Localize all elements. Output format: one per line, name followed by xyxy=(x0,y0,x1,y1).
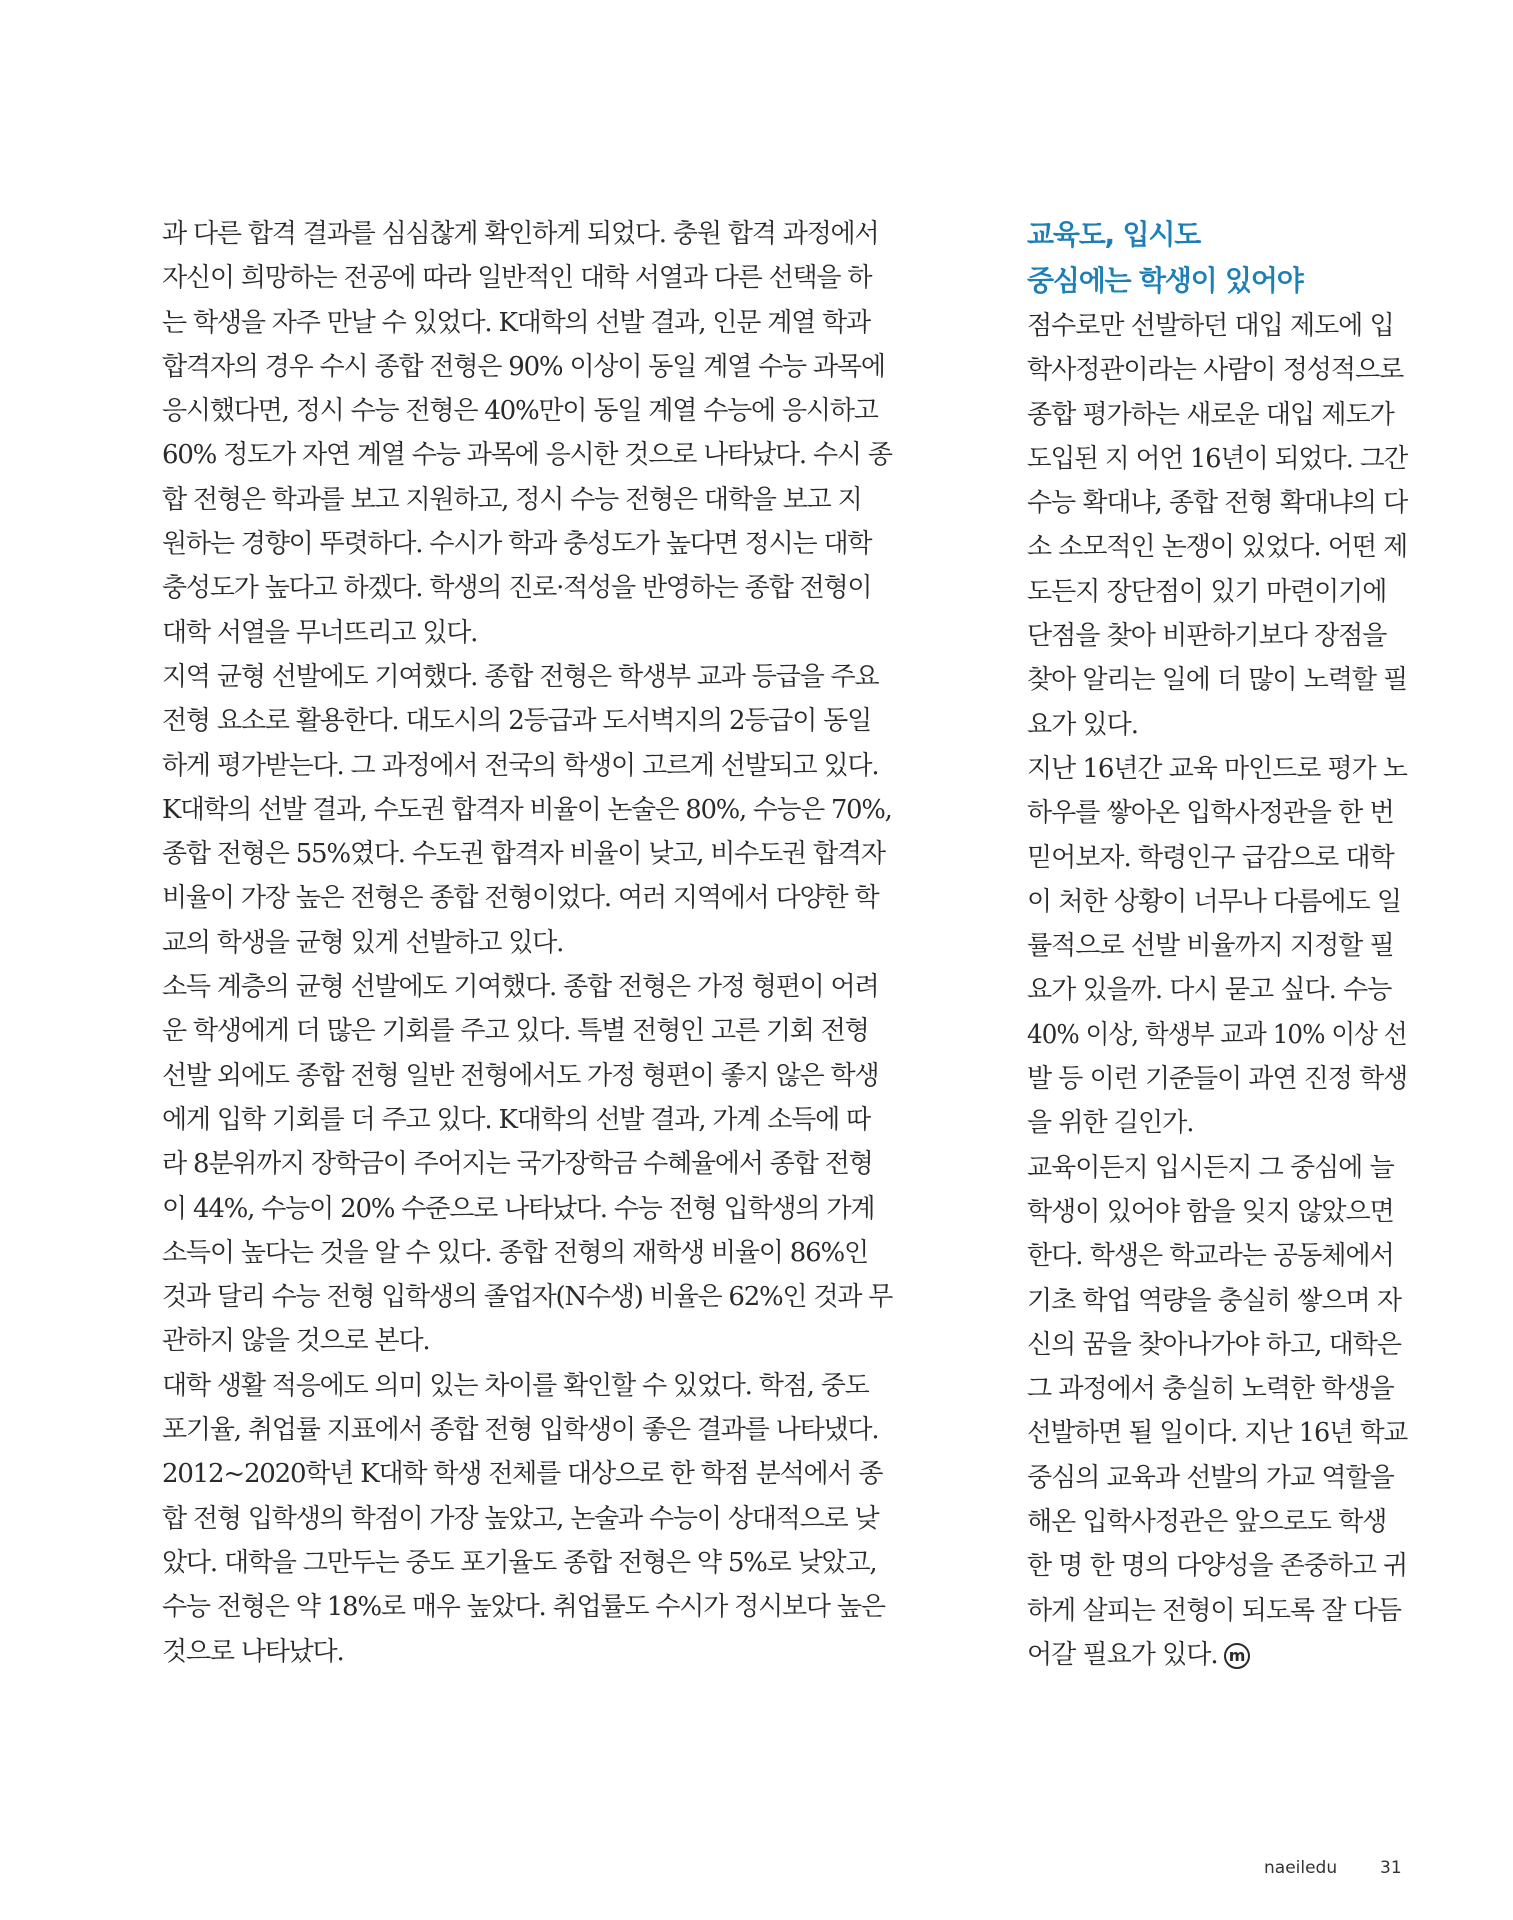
body-line: 지역 균형 선발에도 기여했다. 종합 전형은 학생부 교과 등급을 주요 xyxy=(162,661,879,692)
body-line: 합 전형 입학생의 학점이 가장 높았고, 논술과 수능이 상대적으로 낮 xyxy=(162,1503,879,1534)
page-number: 31 xyxy=(1380,1858,1402,1878)
body-line: 포기율, 취업률 지표에서 종합 전형 입학생이 좋은 결과를 나타냈다. xyxy=(162,1415,879,1446)
body-line: 자신이 희망하는 전공에 따라 일반적인 대학 서열과 다른 선택을 하 xyxy=(162,263,872,294)
body-line: 을 위한 길인가. xyxy=(1027,1108,1194,1139)
body-line: 요가 있다. xyxy=(1027,709,1138,740)
body-line: 도입된 지 어언 16년이 되었다. 그간 xyxy=(1027,443,1408,474)
body-line: 선발하면 될 일이다. 지난 16년 학교 xyxy=(1027,1418,1408,1449)
body-line: 전형 요소로 활용한다. 대도시의 2등급과 도서벽지의 2등급이 동일 xyxy=(162,706,872,737)
footer-brand: naeiledu xyxy=(1264,1858,1338,1878)
body-line: 수능 전형은 약 18%로 매우 높았다. 취업률도 수시가 정시보다 높은 xyxy=(162,1592,885,1623)
body-line: 합 전형은 학과를 보고 지원하고, 정시 수능 전형은 대학을 보고 지 xyxy=(162,484,862,515)
body-line: 합격자의 경우 수시 종합 전형은 90% 이상이 동일 계열 수능 과목에 xyxy=(162,351,885,382)
body-line: 점수로만 선발하던 대입 제도에 입 xyxy=(1027,311,1394,341)
body-line: 종합 평가하는 새로운 대입 제도가 xyxy=(1027,399,1394,430)
body-line: 과 다른 합격 결과를 심심찮게 확인하게 되었다. 충원 합격 과정에서 xyxy=(162,219,879,249)
body-line: 학사정관이라는 사람이 정성적으로 xyxy=(1027,355,1404,386)
body-line: 60% 정도가 자연 계열 수능 과목에 응시한 것으로 나타났다. 수시 종 xyxy=(162,440,892,471)
end-mark-icon: m xyxy=(1224,1643,1250,1669)
body-line: 관하지 않을 것으로 본다. xyxy=(162,1326,430,1357)
body-line: 교의 학생을 균형 있게 선발하고 있다. xyxy=(162,927,564,958)
body-line: 응시했다면, 정시 수능 전형은 40%만이 동일 계열 수능에 응시하고 xyxy=(162,396,878,427)
body-line: 률적으로 선발 비율까지 지정할 필 xyxy=(1027,931,1394,962)
body-line: 소 소모적인 논쟁이 있었다. 어떤 제 xyxy=(1027,532,1408,563)
body-line: 믿어보자. 학령인구 급감으로 대학 xyxy=(1027,842,1394,873)
body-line: 기초 학업 역량을 충실히 쌓으며 자 xyxy=(1027,1285,1401,1316)
body-line: 았다. 대학을 그만두는 중도 포기율도 종합 전형은 약 5%로 낮았고, xyxy=(162,1547,877,1578)
body-line: 찾아 알리는 일에 더 많이 노력할 필 xyxy=(1027,665,1408,696)
body-line: 교육이든지 입시든지 그 중심에 늘 xyxy=(1027,1152,1394,1183)
body-line: 한 명 한 명의 다양성을 존중하고 귀 xyxy=(1027,1551,1408,1582)
body-last-line-text: 어갈 필요가 있다. xyxy=(1027,1639,1218,1670)
body-line: 이 44%, 수능이 20% 수준으로 나타났다. 수능 전형 입학생의 가계 xyxy=(162,1193,875,1224)
body-line: 하게 평가받는다. 그 과정에서 전국의 학생이 고르게 선발되고 있다. xyxy=(162,750,879,781)
body-line: 수능 확대냐, 종합 전형 확대냐의 다 xyxy=(1027,488,1408,519)
right-column xyxy=(1027,212,1407,1677)
body-line: 에게 입학 기회를 더 주고 있다. K대학의 선발 결과, 가계 소득에 따 xyxy=(162,1104,870,1135)
body-line: 단점을 찾아 비판하기보다 장점을 xyxy=(1027,621,1387,652)
body-line: 하게 살피는 전형이 되도록 잘 다듬 xyxy=(1027,1595,1401,1626)
body-line: 하우를 쌓아온 입학사정관을 한 번 xyxy=(1027,798,1394,829)
body-line: 2012~2020학년 K대학 학생 전체를 대상으로 한 학점 분석에서 종 xyxy=(162,1459,883,1490)
left-column xyxy=(162,212,892,1674)
body-line: 종합 전형은 55%였다. 수도권 합격자 비율이 낮고, 비수도권 합격자 xyxy=(162,839,885,870)
body-line: 는 학생을 자주 만날 수 있었다. K대학의 선발 결과, 인문 계열 학과 xyxy=(162,307,870,338)
body-line: 것과 달리 수능 전형 입학생의 졸업자(N수생) 비율은 62%인 것과 무 xyxy=(162,1282,893,1313)
body-line: 발 등 이런 기준들이 과연 진정 학생 xyxy=(1027,1064,1408,1095)
body-line: 소득 계층의 균형 선발에도 기여했다. 종합 전형은 가정 형편이 어려 xyxy=(162,972,879,1003)
body-line: K대학의 선발 결과, 수도권 합격자 비율이 논술은 80%, 수능은 70%, xyxy=(162,794,892,825)
body-line: 신의 꿈을 찾아나가야 하고, 대학은 xyxy=(1027,1329,1401,1360)
body-last-line xyxy=(1027,1633,1407,1677)
body-line: 한다. 학생은 학교라는 공동체에서 xyxy=(1027,1241,1394,1272)
body-line: 요가 있을까. 다시 묻고 싶다. 수능 xyxy=(1027,975,1392,1006)
body-line: 그 과정에서 충실히 노력한 학생을 xyxy=(1027,1374,1394,1405)
body-line: 운 학생에게 더 많은 기회를 주고 있다. 특별 전형인 고른 기회 전형 xyxy=(162,1016,869,1047)
body-line: 원하는 경향이 뚜렷하다. 수시가 학과 충성도가 높다면 정시는 대학 xyxy=(162,529,872,560)
body-line: 소득이 높다는 것을 알 수 있다. 종합 전형의 재학생 비율이 86%인 xyxy=(162,1237,868,1268)
body-line: 학생이 있어야 함을 잊지 않았으면 xyxy=(1027,1196,1394,1227)
section-heading-line-2: 중심에는 학생이 있어야 xyxy=(1027,264,1303,297)
body-line: 중심의 교육과 선발의 가교 역할을 xyxy=(1027,1462,1394,1493)
body-line: 도든지 장단점이 있기 마련이기에 xyxy=(1027,576,1387,607)
body-line: 선발 외에도 종합 전형 일반 전형에서도 가정 형편이 좋지 않은 학생 xyxy=(162,1060,879,1091)
body-line: 비율이 가장 높은 전형은 종합 전형이었다. 여러 지역에서 다양한 학 xyxy=(162,883,879,914)
body-line: 지난 16년간 교육 마인드로 평가 노 xyxy=(1027,753,1407,784)
body-line: 해온 입학사정관은 앞으로도 학생 xyxy=(1027,1507,1387,1538)
body-line: 대학 생활 적응에도 의미 있는 차이를 확인할 수 있었다. 학점, 중도 xyxy=(162,1370,869,1401)
body-line: 충성도가 높다고 하겠다. 학생의 진로·적성을 반영하는 종합 전형이 xyxy=(162,573,872,604)
body-line: 대학 서열을 무너뜨리고 있다. xyxy=(162,617,478,648)
body-line: 40% 이상, 학생부 교과 10% 이상 선 xyxy=(1027,1019,1407,1050)
body-line: 것으로 나타났다. xyxy=(162,1636,344,1667)
section-heading-line-1: 교육도, 입시도 xyxy=(1027,218,1201,251)
body-line: 이 처한 상황이 너무나 다름에도 일 xyxy=(1027,886,1401,917)
body-line: 라 8분위까지 장학금이 주어지는 국가장학금 수혜율에서 종합 전형 xyxy=(162,1149,873,1180)
